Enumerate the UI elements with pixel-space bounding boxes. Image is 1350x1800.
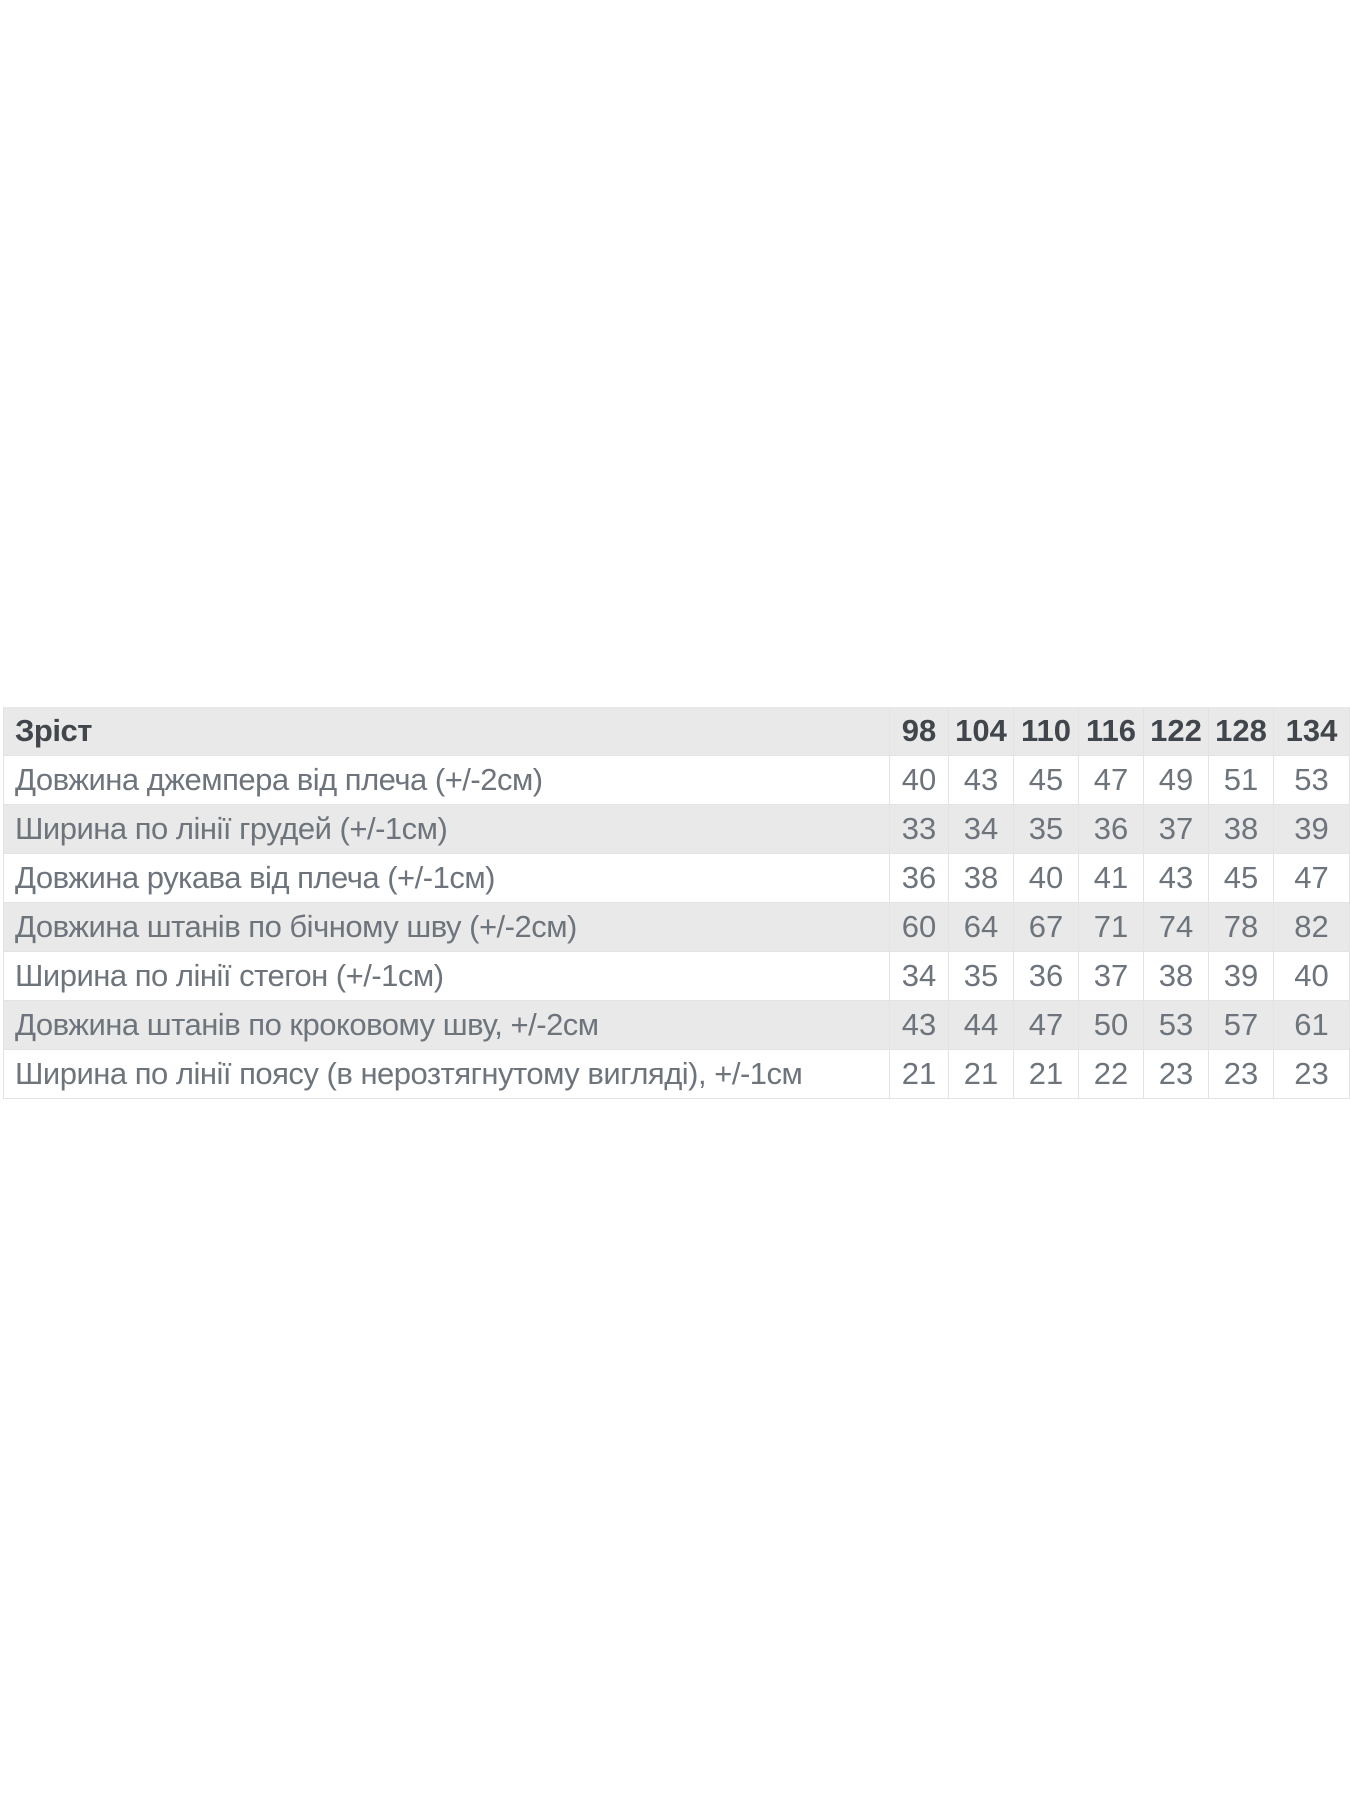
measurement-value: 39 — [1209, 952, 1274, 1001]
measurement-label: Довжина штанів по бічному шву (+/-2см) — [4, 903, 890, 952]
measurement-value: 40 — [1274, 952, 1350, 1001]
measurement-value: 39 — [1274, 805, 1350, 854]
measurement-value: 64 — [949, 903, 1014, 952]
measurement-value: 38 — [949, 854, 1014, 903]
measurement-value: 37 — [1079, 952, 1144, 1001]
table-row — [4, 1001, 1350, 1050]
measurement-value: 38 — [1209, 805, 1274, 854]
measurement-label: Ширина по лінії грудей (+/-1см) — [4, 805, 890, 854]
measurement-label: Довжина джемпера від плеча (+/-2см) — [4, 756, 890, 805]
measurement-value: 45 — [1014, 756, 1079, 805]
size-column-header: 116 — [1079, 707, 1144, 756]
size-column-header: 122 — [1144, 707, 1209, 756]
size-column-header: 134 — [1274, 707, 1350, 756]
table-row — [4, 1050, 1350, 1099]
measurement-value: 49 — [1144, 756, 1209, 805]
measurement-value: 50 — [1079, 1001, 1144, 1050]
measurement-value: 36 — [890, 854, 949, 903]
measurement-value: 21 — [949, 1050, 1014, 1099]
measurement-value: 78 — [1209, 903, 1274, 952]
measurement-value: 43 — [949, 756, 1014, 805]
size-table-header-row — [4, 707, 1350, 756]
measurement-value: 53 — [1144, 1001, 1209, 1050]
measurement-value: 44 — [949, 1001, 1014, 1050]
measurement-value: 51 — [1209, 756, 1274, 805]
measurement-label: Довжина рукава від плеча (+/-1см) — [4, 854, 890, 903]
measurement-value: 67 — [1014, 903, 1079, 952]
measurement-value: 34 — [890, 952, 949, 1001]
table-row — [4, 903, 1350, 952]
size-column-header: 110 — [1014, 707, 1079, 756]
measurement-value: 35 — [949, 952, 1014, 1001]
measurement-value: 36 — [1014, 952, 1079, 1001]
measurement-value: 33 — [890, 805, 949, 854]
measurement-value: 23 — [1144, 1050, 1209, 1099]
measurement-value: 47 — [1014, 1001, 1079, 1050]
size-column-header: 98 — [890, 707, 949, 756]
table-row — [4, 854, 1350, 903]
measurement-value: 43 — [890, 1001, 949, 1050]
measurement-label: Ширина по лінії стегон (+/-1см) — [4, 952, 890, 1001]
measurement-value: 41 — [1079, 854, 1144, 903]
measurement-label: Ширина по лінії поясу (в нерозтягнутому вигляді), +/-1см — [4, 1050, 890, 1099]
measurement-value: 21 — [1014, 1050, 1079, 1099]
measurement-value: 38 — [1144, 952, 1209, 1001]
measurement-value: 36 — [1079, 805, 1144, 854]
measurement-value: 37 — [1144, 805, 1209, 854]
size-column-header: 128 — [1209, 707, 1274, 756]
measurement-value: 57 — [1209, 1001, 1274, 1050]
measurement-value: 47 — [1274, 854, 1350, 903]
measurement-value: 71 — [1079, 903, 1144, 952]
measurement-value: 43 — [1144, 854, 1209, 903]
measurement-value: 34 — [949, 805, 1014, 854]
measurement-value: 53 — [1274, 756, 1350, 805]
measurement-value: 23 — [1209, 1050, 1274, 1099]
measurement-value: 40 — [890, 756, 949, 805]
measurement-value: 61 — [1274, 1001, 1350, 1050]
table-row — [4, 805, 1350, 854]
measurement-value: 45 — [1209, 854, 1274, 903]
height-header-label: Зріст — [4, 707, 890, 756]
measurement-value: 40 — [1014, 854, 1079, 903]
table-row — [4, 756, 1350, 805]
measurement-value: 74 — [1144, 903, 1209, 952]
size-chart-section — [3, 707, 1350, 1099]
measurement-value: 23 — [1274, 1050, 1350, 1099]
size-column-header: 104 — [949, 707, 1014, 756]
measurement-value: 22 — [1079, 1050, 1144, 1099]
measurement-value: 21 — [890, 1050, 949, 1099]
measurement-value: 35 — [1014, 805, 1079, 854]
table-row — [4, 952, 1350, 1001]
measurement-value: 82 — [1274, 903, 1350, 952]
size-chart-table — [3, 707, 1350, 1099]
measurement-value: 47 — [1079, 756, 1144, 805]
measurement-label: Довжина штанів по кроковому шву, +/-2см — [4, 1001, 890, 1050]
measurement-value: 60 — [890, 903, 949, 952]
